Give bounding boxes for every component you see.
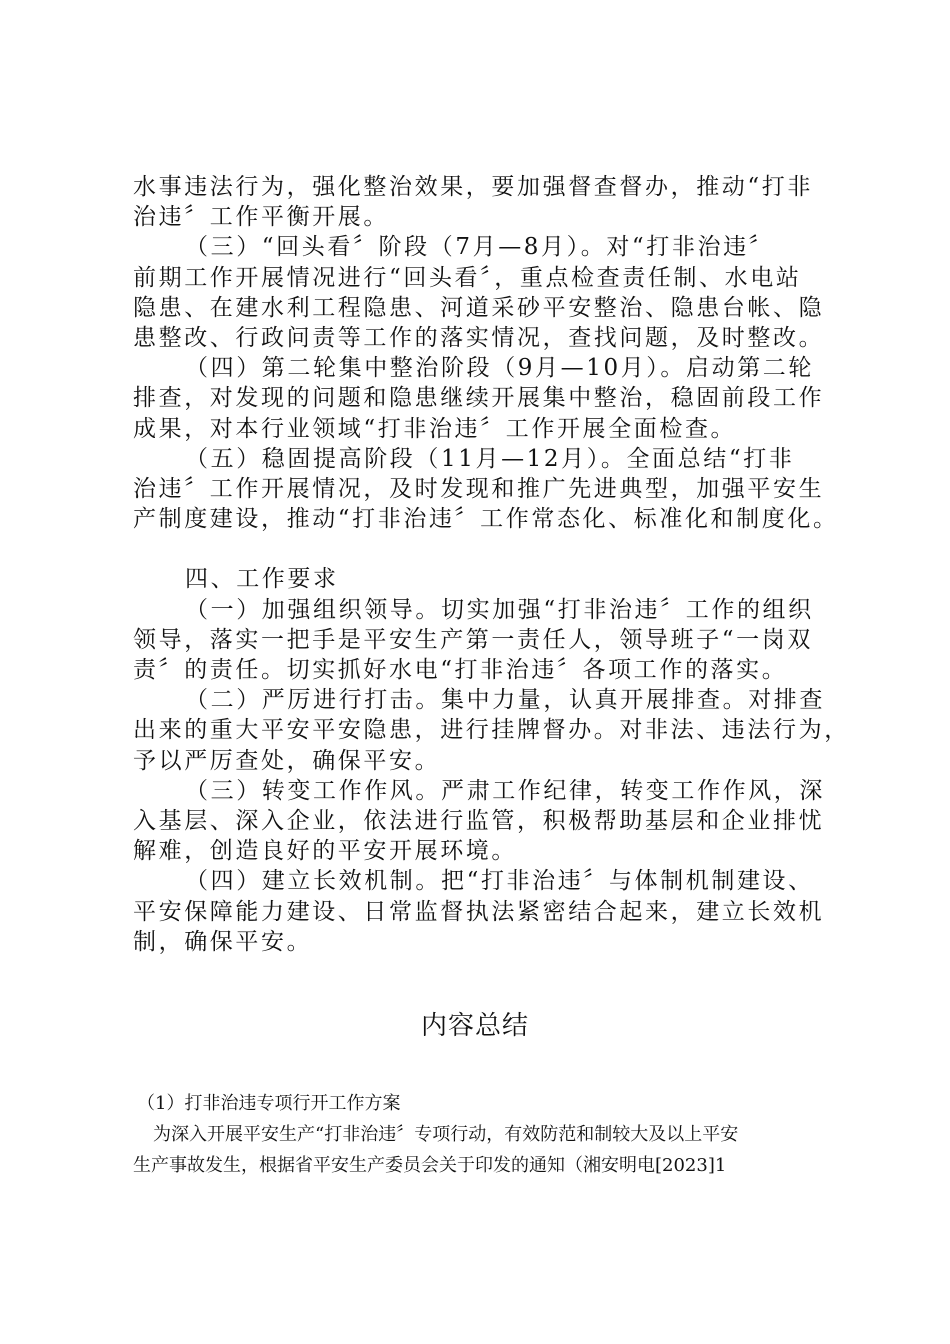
body-line: 出来的重大平安平安隐患，进行挂牌督办。对非法、违法行为， [133,717,850,744]
body-line: 制，确保平安。 [133,928,313,955]
body-line: 排查，对发现的问题和隐患继续开展集中整治，稳固前段工作 [133,385,825,412]
paragraph-start: （三）“回头看〞阶段（7月—8月）。对“打非治违〞 [185,234,775,261]
paragraph-start: （三）转变工作作风。严肃工作纪律，转变工作作风，深 [185,777,825,804]
body-line: 领导，落实一把手是平安生产第一责任人，领导班子“一岗双 [133,626,813,653]
paragraph-start: （四）建立长效机制。把“打非治违〞与体制机制建设、 [185,868,814,895]
paragraph-start: （五）稳固提高阶段（11月—12月）。全面总结“打非 [185,445,795,472]
summary-section [133,1088,833,1181]
body-line: 治违〞工作开展情况，及时发现和推广先进典型，加强平安生 [133,475,825,502]
body-line: 平安保障能力建设、日常监督执法紧密结合起来，建立长效机 [133,898,825,925]
body-line: 水事违法行为，强化整治效果，要加强督查督办，推动“打非 [133,174,813,200]
paragraph-start: （四）第二轮集中整治阶段（9月—10月）。启动第二轮 [185,355,814,382]
summary-line: 为深入开展平安生产“打非治违〞专项行动，有效防范和制较大及以上平安 [153,1124,739,1145]
body-line: 患整改、行政问责等工作的落实情况，查找问题，及时整改。 [133,324,825,351]
summary-line: 生产事故发生，根据省平安生产委员会关于印发的通知（湘安明电[2023]1 [133,1155,727,1176]
body-line: 予以严厉查处，确保平安。 [133,747,441,774]
paragraph-start: （一）加强组织领导。切实加强“打非治违〞工作的组织 [185,596,814,623]
body-line: 入基层、深入企业，依法进行监管，积极帮助基层和企业排忧 [133,807,825,834]
body-line: 成果，对本行业领域“打非治违〞工作开展全面检查。 [133,415,737,442]
body-line: 隐患、在建水利工程隐患、河道采砂平安整治、隐患台帐、隐 [133,294,825,321]
body-text [133,172,850,957]
blank-line [133,534,833,564]
paragraph-start: （二）严厉进行打击。集中力量，认真开展排查。对排查 [185,687,825,714]
body-line: 解难，创造良好的平安开展环境。 [133,838,517,865]
body-line: 治违〞工作平衡开展。 [133,204,389,231]
body-line: 责〞的责任。切实抓好水电“打非治违〞各项工作的落实。 [133,657,788,683]
summary-title: 内容总结 [420,1011,529,1041]
summary-item-heading: （1）打非治违专项行开工作方案 [137,1093,401,1114]
section-heading: 四、工作要求 [185,566,339,593]
body-line: 前期工作开展情况进行“回头看〞，重点检查责任制、水电站 [133,264,802,291]
body-line: 产制度建设，推动“打非治违〞工作常态化、标准化和制度化。 [133,506,839,533]
